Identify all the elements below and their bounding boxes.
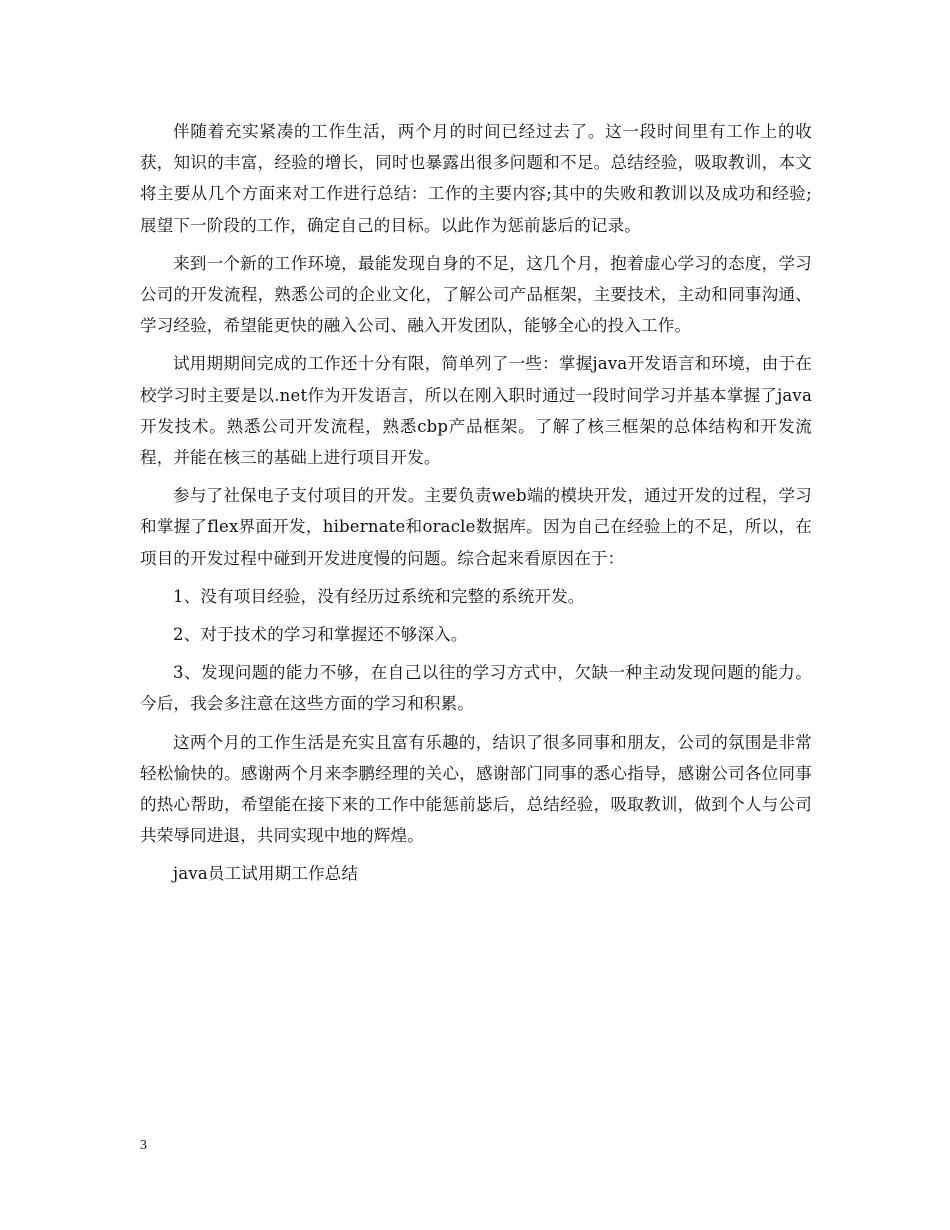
paragraph-intro: 伴随着充实紧凑的工作生活，两个月的时间已经过去了。这一段时间里有工作上的收获，知识的丰富，经验的增长，同时也暴露出很多问题和不足。总结经验，吸取教训，本文将主要从几个方面来对工作进行总结：工作的主要内容;其中的失败和教训以及成功和经验;展望下一阶段的工作，确定自己的目标。以此作为惩前毖后的记录。 [140,122,812,235]
list-item-reason-2: 2、对于技术的学习和掌握还不够深入。 [173,625,468,645]
list-item-reason-1: 1、没有项目经验，没有经历过系统和完整的系统开发。 [173,586,585,606]
paragraph-conclusion: 这两个月的工作生活是充实且富有乐趣的，结识了很多同事和朋友，公司的氛围是非常轻松愉快的。感谢两个月来李鹏经理的关心，感谢部门同事的悉心指导，感谢公司各位同事的热心帮助，希望能在接下来的工作中能惩前毖后，总结经验，吸取教训，做到个人与公司共荣辱同进退，共同实现中地的辉煌。 [140,732,812,846]
closing-title: java员工试用期工作总结 [173,864,359,884]
paragraph-new-environment: 来到一个新的工作环境，最能发现自身的不足，这几个月，抱着虚心学习的态度，学习公司的开发流程，熟悉公司的企业文化，了解公司产品框架，主要技术，主动和同事沟通、学习经验，希望能更快的融入公司、融入开发团队，能够全心的投入工作。 [140,253,812,336]
page-number: 3 [140,1138,147,1153]
list-item-reason-3: 3、发现问题的能力不够，在自己以往的学习方式中，欠缺一种主动发现问题的能力。今后，我会多注意在这些方面的学习和积累。 [140,663,812,714]
document-body [140,116,812,897]
paragraph-project-participation: 参与了社保电子支付项目的开发。主要负责web端的模块开发，通过开发的过程，学习和掌握了flex界面开发，hibernate和oracle数据库。因为自己在经验上的不足，所以，在项目的开发过程中碰到开发进度慢的问题。综合起来看原因在于： [140,486,812,568]
paragraph-work-completed: 试用期期间完成的工作还十分有限，简单列了一些：掌握java开发语言和环境，由于在校学习时主要是以.net作为开发语言，所以在刚入职时通过一段时间学习并基本掌握了java开发技术。熟悉公司开发流程，熟悉cbp产品框架。了解了核三框架的总体结构和开发流程，并能在核三的基础上进行项目开发。 [140,354,812,468]
